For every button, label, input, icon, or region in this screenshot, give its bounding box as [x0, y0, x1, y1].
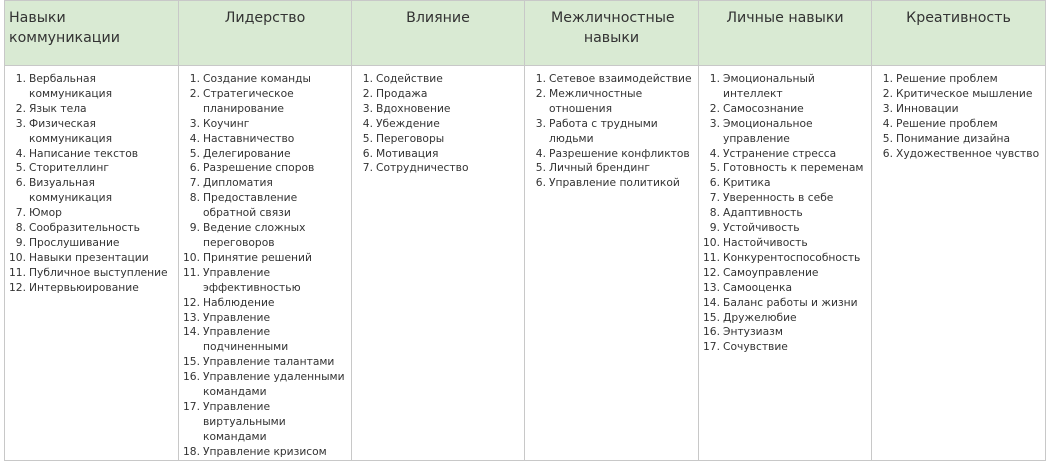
- list-item: [179, 191, 351, 221]
- list-item: [179, 251, 351, 266]
- column-header-label: Лидерство: [224, 10, 306, 26]
- list-item-label: Адаптивность: [723, 206, 803, 220]
- list-item-number: 2.: [882, 86, 893, 100]
- list-item-label: Управление подчиненными: [203, 325, 289, 354]
- list-item-label: Инновации: [896, 101, 959, 115]
- list-item-label: Художественное чувство: [896, 146, 1040, 160]
- list-item-label: Сообразительность: [29, 221, 140, 235]
- list-item-number: 3.: [882, 101, 893, 115]
- list-item-number: 2.: [189, 86, 200, 100]
- list-item-number: 15.: [703, 310, 720, 324]
- list-item-number: 7.: [362, 161, 373, 175]
- list-item-label: Содействие: [376, 72, 443, 85]
- list-item-label: Управление эффективностью: [203, 265, 301, 294]
- list-item: [699, 102, 871, 117]
- list-item-number: 4.: [189, 131, 200, 145]
- table-body: [5, 66, 1046, 461]
- list-item-label: Настойчивость: [723, 235, 808, 249]
- list-item-number: 11.: [9, 265, 26, 279]
- list-item-label: Понимание дизайна: [896, 131, 1011, 145]
- column-header-personal: [699, 1, 872, 66]
- list-item-number: 5.: [15, 161, 26, 175]
- column-cell-leadership: [179, 66, 352, 461]
- list-item: [179, 221, 351, 251]
- list-item-label: Готовность к переменам: [723, 161, 864, 175]
- list-item-number: 6.: [362, 146, 373, 160]
- list-item-number: 10.: [9, 250, 26, 264]
- list-item: [699, 176, 871, 191]
- list-item-number: 4.: [882, 116, 893, 130]
- list-item-label: Дипломатия: [203, 176, 273, 190]
- list-item: [525, 176, 698, 191]
- list-item: [352, 72, 524, 87]
- list-item: [699, 117, 871, 147]
- list-item-label: Юмор: [29, 206, 62, 220]
- list-item-number: 5.: [189, 146, 200, 160]
- skills-table: [4, 0, 1046, 461]
- list-item-label: Публичное выступление: [29, 265, 168, 279]
- list-item: [699, 161, 871, 176]
- list-item-label: Уверенность в себе: [723, 191, 834, 205]
- list-item-label: Баланс работы и жизни: [723, 295, 858, 309]
- list-item: [5, 102, 178, 117]
- column-header-label: Личные навыки: [726, 10, 844, 26]
- list-item: [5, 161, 178, 176]
- list-item-number: 15.: [183, 355, 200, 369]
- list-item-number: 2.: [362, 86, 373, 100]
- list-item-label: Сторителлинг: [29, 161, 109, 175]
- list-item: [699, 340, 871, 355]
- table-header: [5, 1, 1046, 66]
- list-item-number: 4.: [709, 146, 720, 160]
- list-item-label: Управление талантами: [203, 355, 335, 369]
- list-item-number: 2.: [15, 101, 26, 115]
- column-header-leadership: [179, 1, 352, 66]
- list-item-label: Устранение стресса: [723, 146, 837, 160]
- list-item-label: Убеждение: [376, 116, 440, 130]
- list-item-label: Создание команды: [203, 72, 311, 85]
- list-item-number: 1.: [15, 72, 26, 85]
- list-item-number: 8.: [189, 191, 200, 205]
- list-item-number: 1.: [882, 72, 893, 85]
- list-item: [525, 72, 698, 87]
- list-item-label: Эмоциональное управление: [723, 116, 813, 145]
- list-item: [352, 161, 524, 176]
- table-row: [5, 66, 1046, 461]
- list-item-number: 6.: [15, 176, 26, 190]
- column-header-interpersonal: [525, 1, 699, 66]
- list-item-label: Разрешение споров: [203, 161, 315, 175]
- list-item-number: 14.: [183, 325, 200, 339]
- list-item-label: Вербальная коммуникация: [29, 72, 113, 100]
- list-item: [5, 236, 178, 251]
- list-item-label: Продажа: [376, 86, 428, 100]
- list-item-number: 6.: [709, 176, 720, 190]
- list-item-number: 3.: [362, 101, 373, 115]
- list-item-label: Управление удаленными командами: [203, 370, 345, 399]
- list-item: [699, 221, 871, 236]
- skill-list: [699, 66, 871, 355]
- list-item: [699, 206, 871, 221]
- list-item: [872, 102, 1045, 117]
- list-item-number: 1.: [189, 72, 200, 85]
- list-item-label: Прослушивание: [29, 235, 120, 249]
- list-item-number: 2.: [709, 101, 720, 115]
- list-item: [179, 266, 351, 296]
- column-header-influence: [352, 1, 525, 66]
- list-item-label: Написание текстов: [29, 146, 139, 160]
- list-item-label: Ведение сложных переговоров: [203, 221, 306, 249]
- column-header-creativity: [872, 1, 1046, 66]
- list-item: [352, 117, 524, 132]
- list-item-number: 16.: [183, 370, 200, 384]
- list-item: [179, 355, 351, 370]
- list-item-number: 3.: [535, 116, 546, 130]
- list-item-number: 2.: [535, 86, 546, 100]
- list-item: [179, 87, 351, 117]
- list-item-label: Самооценка: [723, 280, 792, 294]
- list-item-label: Решение проблем: [896, 116, 998, 130]
- list-item: [699, 251, 871, 266]
- list-item-label: Делегирование: [203, 146, 291, 160]
- column-header-label: Межличностные навыки: [551, 10, 675, 46]
- list-item: [872, 87, 1045, 102]
- list-item-label: Энтузиазм: [723, 325, 783, 339]
- list-item: [179, 445, 351, 460]
- list-item: [179, 161, 351, 176]
- list-item-number: 1.: [709, 72, 720, 85]
- list-item-number: 16.: [703, 325, 720, 339]
- column-cell-interpersonal: [525, 66, 699, 461]
- list-item-label: Критическое мышление: [896, 86, 1033, 100]
- list-item-number: 13.: [703, 280, 720, 294]
- list-item: [179, 132, 351, 147]
- list-item-number: 4.: [535, 146, 546, 160]
- list-item: [5, 221, 178, 236]
- list-item: [699, 191, 871, 206]
- list-item: [5, 72, 178, 102]
- list-item-label: Устойчивость: [723, 221, 800, 235]
- list-item: [699, 311, 871, 326]
- list-item: [352, 132, 524, 147]
- list-item-number: 17.: [183, 399, 200, 413]
- list-item: [179, 176, 351, 191]
- list-item-number: 6.: [882, 146, 893, 160]
- list-item-label: Дружелюбие: [723, 310, 797, 324]
- list-item: [699, 147, 871, 162]
- list-item-label: Самоуправление: [723, 265, 819, 279]
- list-item: [179, 296, 351, 311]
- list-item-number: 17.: [703, 340, 720, 354]
- list-item: [5, 251, 178, 266]
- list-item: [5, 206, 178, 221]
- list-item-number: 9.: [709, 221, 720, 235]
- list-item-number: 11.: [703, 250, 720, 264]
- list-item: [179, 400, 351, 445]
- list-item-label: Переговоры: [376, 131, 445, 145]
- column-header-label: Навыки коммуникации: [9, 10, 120, 46]
- column-header-label: Влияние: [406, 10, 470, 26]
- list-item: [179, 370, 351, 400]
- column-cell-creativity: [872, 66, 1046, 461]
- list-item-label: Управление кризисом: [203, 444, 327, 458]
- skill-list: [872, 66, 1045, 161]
- list-item-number: 5.: [709, 161, 720, 175]
- list-item: [5, 117, 178, 147]
- list-item-number: 8.: [15, 221, 26, 235]
- list-item-label: Межличностные отношения: [549, 86, 643, 115]
- list-item-number: 7.: [15, 206, 26, 220]
- list-item: [352, 87, 524, 102]
- column-cell-communication: [5, 66, 179, 461]
- list-item-number: 9.: [189, 221, 200, 235]
- list-item-number: 6.: [189, 161, 200, 175]
- skill-list: [179, 66, 351, 460]
- list-item: [179, 147, 351, 162]
- list-item-label: Конкурентоспособность: [723, 250, 861, 264]
- list-item-label: Наставничество: [203, 131, 295, 145]
- list-item: [179, 117, 351, 132]
- list-item-number: 4.: [362, 116, 373, 130]
- list-item-label: Управление политикой: [549, 176, 680, 190]
- list-item: [699, 325, 871, 340]
- list-item-label: Эмоциональный интеллект: [723, 72, 815, 100]
- list-item: [5, 147, 178, 162]
- column-cell-influence: [352, 66, 525, 461]
- list-item-label: Сетевое взаимодействие: [549, 72, 692, 85]
- list-item-number: 4.: [15, 146, 26, 160]
- list-item-number: 14.: [703, 295, 720, 309]
- list-item-number: 1.: [362, 72, 373, 85]
- list-item: [872, 147, 1045, 162]
- list-item: [872, 72, 1045, 87]
- list-item-label: Язык тела: [29, 101, 87, 115]
- skill-list: [525, 66, 698, 191]
- list-item-label: Личный брендинг: [549, 161, 650, 175]
- list-item-number: 10.: [183, 250, 200, 264]
- list-item: [525, 161, 698, 176]
- list-item: [5, 281, 178, 296]
- list-item-number: 3.: [189, 116, 200, 130]
- list-item: [699, 281, 871, 296]
- list-item-label: Управление: [203, 310, 271, 324]
- list-item-number: 5.: [535, 161, 546, 175]
- list-item-label: Самосознание: [723, 101, 804, 115]
- list-item-label: Навыки презентации: [29, 250, 149, 264]
- list-item-label: Коучинг: [203, 116, 250, 130]
- list-item-number: 13.: [183, 310, 200, 324]
- list-item-label: Решение проблем: [896, 72, 998, 85]
- list-item-number: 5.: [882, 131, 893, 145]
- header-row: [5, 1, 1046, 66]
- list-item-label: Принятие решений: [203, 250, 312, 264]
- list-item: [872, 117, 1045, 132]
- list-item-label: Управление виртуальными командами: [203, 399, 286, 443]
- list-item-number: 1.: [535, 72, 546, 85]
- skill-list: [5, 66, 178, 296]
- list-item: [699, 296, 871, 311]
- list-item: [179, 72, 351, 87]
- list-item-number: 3.: [15, 116, 26, 130]
- list-item-label: Наблюдение: [203, 295, 275, 309]
- list-item: [525, 87, 698, 117]
- list-item-number: 8.: [709, 206, 720, 220]
- list-item-number: 7.: [189, 176, 200, 190]
- list-item: [352, 147, 524, 162]
- list-item-number: 6.: [535, 176, 546, 190]
- list-item-number: 3.: [709, 116, 720, 130]
- list-item-label: Интервьюирование: [29, 280, 139, 294]
- list-item: [352, 102, 524, 117]
- list-item-number: 12.: [9, 280, 26, 294]
- list-item: [179, 325, 351, 355]
- list-item-number: 18.: [183, 444, 200, 458]
- list-item: [179, 311, 351, 326]
- list-item-number: 9.: [15, 235, 26, 249]
- list-item-number: 12.: [183, 295, 200, 309]
- list-item-label: Вдохновение: [376, 101, 451, 115]
- column-header-label: Креативность: [906, 10, 1011, 26]
- list-item: [525, 147, 698, 162]
- list-item-number: 5.: [362, 131, 373, 145]
- list-item-label: Стратегическое планирование: [203, 86, 294, 115]
- list-item-label: Сочувствие: [723, 340, 788, 354]
- list-item: [525, 117, 698, 147]
- list-item-label: Критика: [723, 176, 771, 190]
- list-item-label: Физическая коммуникация: [29, 116, 113, 145]
- list-item-label: Разрешение конфликтов: [549, 146, 690, 160]
- column-cell-personal: [699, 66, 872, 461]
- list-item-number: 7.: [709, 191, 720, 205]
- list-item-number: 12.: [703, 265, 720, 279]
- list-item: [5, 176, 178, 206]
- list-item: [699, 236, 871, 251]
- column-header-communication: [5, 1, 179, 66]
- list-item-label: Предоставление обратной связи: [203, 191, 298, 220]
- list-item: [699, 266, 871, 281]
- list-item-label: Мотивация: [376, 146, 439, 160]
- skill-list: [352, 66, 524, 176]
- list-item-label: Работа с трудными людьми: [549, 116, 658, 145]
- list-item: [5, 266, 178, 281]
- list-item: [699, 72, 871, 102]
- list-item: [872, 132, 1045, 147]
- list-item-label: Визуальная коммуникация: [29, 176, 113, 205]
- list-item-label: Сотрудничество: [376, 161, 469, 175]
- list-item-number: 10.: [703, 235, 720, 249]
- list-item-number: 11.: [183, 265, 200, 279]
